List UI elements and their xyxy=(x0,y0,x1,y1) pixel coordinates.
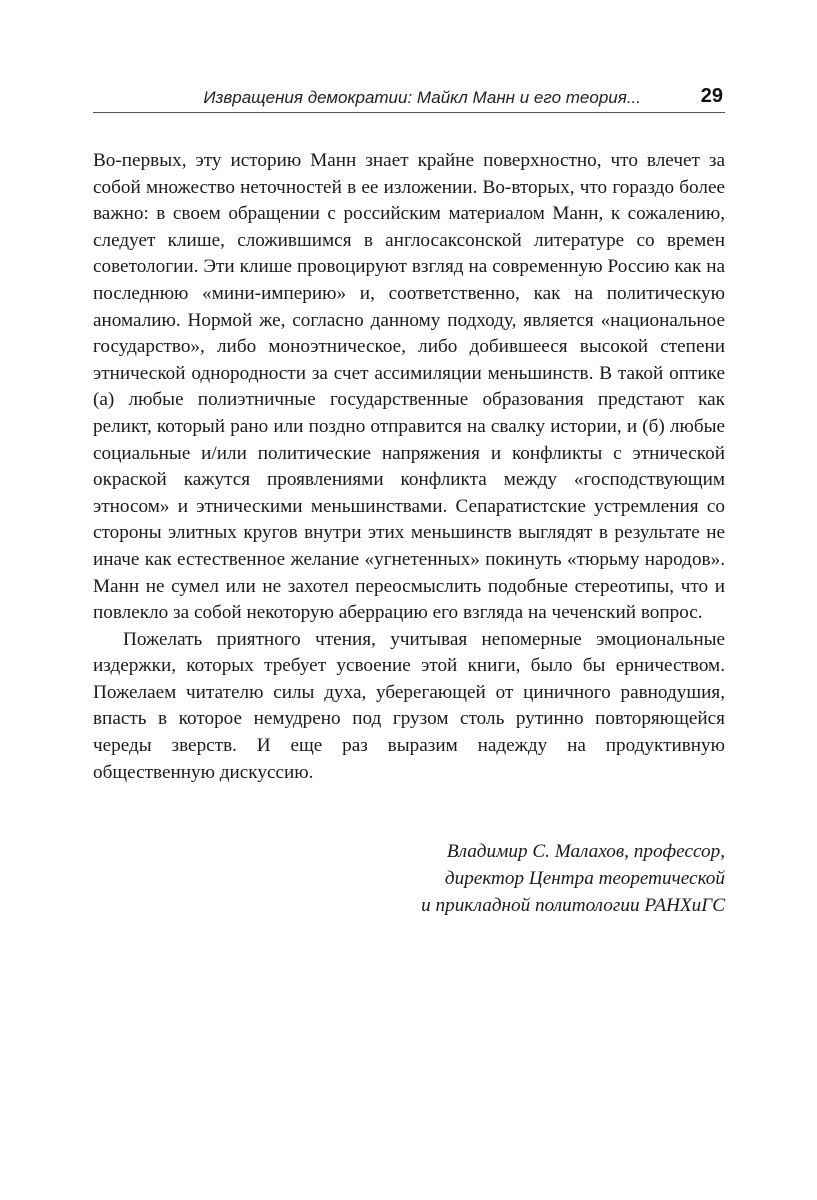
body-text xyxy=(93,148,725,786)
running-title: Извращения демократии: Майкл Манн и его теория... xyxy=(203,88,641,107)
signature-name-line: Владимир С. Малахов, профессор, xyxy=(446,841,725,862)
paragraph: Пожелать приятного чтения, учитывая непомерные эмоциональные издержки, которых требует усвоение этой книги, было бы ерничеством. Пожелаем читателю силы духа, уберегающей от циничного равнодушия, впасть в которое немудрено под грузом столь рутинно повторяющейся череды зверств. И еще раз выразим надежду на продуктивную общественную дискуссию. xyxy=(93,628,725,783)
paragraph: Во-первых, эту историю Манн знает крайне поверхностно, что влечет за собой множество неточностей в ее изложении. Во-вторых, что гораздо более важно: в своем обращении с российским материалом Манн, к сожалению, следует клише, сложившимся в англосаксонской литературе со времен советологии. Эти клише провоцируют взгляд на современную Россию как на последнюю «мини-империю» и, соответственно, как на политическую аномалию. Нормой же, согласно данному подходу, является «национальное государство», либо моноэтническое, либо добившееся высокой степени этнической однородности за счет ассимиляции меньшинств. В такой оптике (а) любые полиэтничные государственные образования предстают как реликт, который рано или поздно отправится на свалку истории, и (б) любые социальные и/или политические напряжения и конфликты с этнической окраской кажутся проявлениями конфликта между «господствующим этносом» и этническими меньшинствами. Сепаратистские устремления со стороны элитных кругов внутри этих меньшинств выглядят в результате не иначе как естественное желание «угнетенных» покинуть «тюрьму народов». Манн не сумел или не захотел переосмыслить подобные стереотипы, что и повлекло за собой некоторую аберрацию его взгляда на чеченский вопрос. xyxy=(93,150,725,624)
signature-position-line: директор Центра теоретической xyxy=(444,868,725,889)
signature-institution-line: и прикладной политологии РАНХиГС xyxy=(421,895,725,916)
running-header xyxy=(93,84,725,113)
page-number: 29 xyxy=(700,85,723,107)
author-signature xyxy=(325,838,725,919)
